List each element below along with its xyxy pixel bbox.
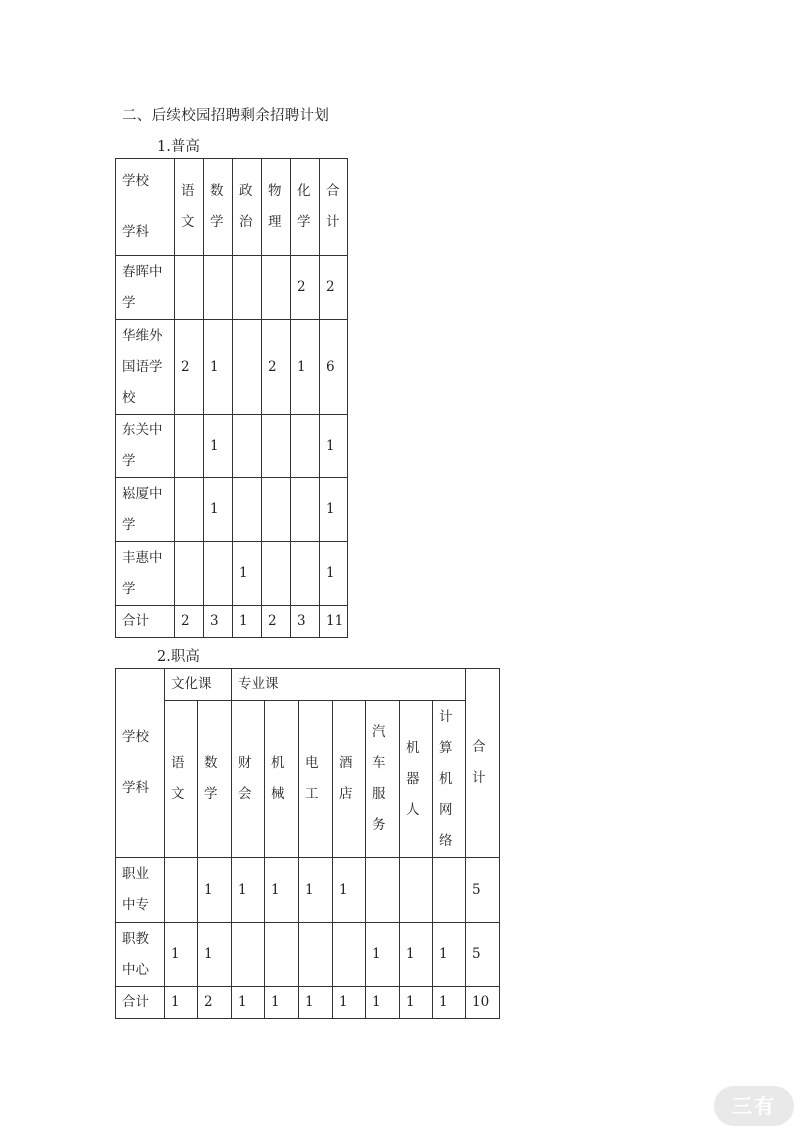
cell: [291, 542, 320, 606]
subject-header: 机械: [265, 701, 299, 858]
cell: [299, 923, 333, 987]
cell: [291, 478, 320, 542]
total-cell: 1: [433, 987, 466, 1019]
recruitment-table-gaozhong: [115, 158, 348, 638]
table-row: [116, 858, 500, 923]
table-row: [116, 256, 348, 320]
total-cell: 2: [262, 606, 291, 638]
table-row: [116, 415, 348, 478]
cell: 1: [299, 858, 333, 923]
subject-header: 数学: [198, 701, 232, 858]
total-cell: 3: [291, 606, 320, 638]
section-heading: 二、后续校园招聘剩余招聘计划: [122, 108, 330, 124]
cell: [400, 858, 433, 923]
total-cell: 1: [366, 987, 400, 1019]
recruitment-table-zhigao: [115, 668, 500, 1019]
header-row: [116, 159, 348, 256]
cell: [204, 256, 233, 320]
cell: [262, 256, 291, 320]
table-row: [116, 923, 500, 987]
corner-top-label: 学校: [122, 173, 149, 189]
school-name: 春晖中学: [116, 256, 175, 320]
total-cell: 2: [198, 987, 232, 1019]
cell: [333, 923, 366, 987]
subject-header: 财会: [232, 701, 265, 858]
cell: [232, 923, 265, 987]
cell: 6: [320, 320, 348, 415]
total-cell: 1: [299, 987, 333, 1019]
cell: 1: [333, 858, 366, 923]
cell: [175, 415, 204, 478]
cell: 1: [198, 858, 232, 923]
subject-header: 政治: [233, 159, 262, 256]
cell: [175, 256, 204, 320]
cell: [175, 478, 204, 542]
subject-header: 语文: [175, 159, 204, 256]
cell: 1: [204, 478, 233, 542]
subject-header: 语文: [165, 701, 198, 858]
corner-bottom-label: 学科: [122, 780, 149, 796]
cell: [262, 478, 291, 542]
cell: 1: [291, 320, 320, 415]
cell: [265, 923, 299, 987]
total-row: [116, 987, 500, 1019]
cell: 1: [320, 542, 348, 606]
subject-header: 化学: [291, 159, 320, 256]
subject-header: 数学: [204, 159, 233, 256]
cell: 1: [400, 923, 433, 987]
total-cell: 1: [232, 987, 265, 1019]
cell: 2: [175, 320, 204, 415]
total-row: [116, 606, 348, 638]
total-cell: 3: [204, 606, 233, 638]
cell: 2: [291, 256, 320, 320]
cell: 5: [466, 923, 500, 987]
table-row: [116, 478, 348, 542]
cell: 2: [320, 256, 348, 320]
subject-header: 电工: [299, 701, 333, 858]
cell: 1: [204, 415, 233, 478]
table-row: [116, 542, 348, 606]
header-group-row: [116, 669, 500, 701]
corner-bottom-label: 学科: [122, 224, 149, 240]
cell: [433, 858, 466, 923]
school-name: 华维外国语学校: [116, 320, 175, 415]
school-name: 职业中专: [116, 858, 165, 923]
corner-header: [116, 159, 175, 256]
school-name: 崧厦中学: [116, 478, 175, 542]
school-name: 职教中心: [116, 923, 165, 987]
total-cell: 2: [175, 606, 204, 638]
cell: [291, 415, 320, 478]
total-header: 合计: [466, 669, 500, 858]
total-label: 合计: [116, 987, 165, 1019]
cell: 1: [204, 320, 233, 415]
cell: 1: [433, 923, 466, 987]
cell: 1: [320, 415, 348, 478]
cell: 1: [198, 923, 232, 987]
total-cell: 10: [466, 987, 500, 1019]
cell: [204, 542, 233, 606]
group-header-culture: 文化课: [165, 669, 232, 701]
subject-header: 酒店: [333, 701, 366, 858]
cell: [366, 858, 400, 923]
subject-header-row: [116, 701, 500, 858]
cell: 1: [232, 858, 265, 923]
cell: 5: [466, 858, 500, 923]
total-cell: 1: [333, 987, 366, 1019]
cell: 1: [233, 542, 262, 606]
total-cell: 1: [165, 987, 198, 1019]
subject-header: 汽车服务: [366, 701, 400, 858]
cell: [233, 256, 262, 320]
subject-header: 计算机网络: [433, 701, 466, 858]
total-cell: 1: [265, 987, 299, 1019]
cell: 2: [262, 320, 291, 415]
school-name: 东关中学: [116, 415, 175, 478]
cell: [233, 320, 262, 415]
subject-header: 机器人: [400, 701, 433, 858]
cell: 1: [265, 858, 299, 923]
cell: [175, 542, 204, 606]
group-header-major: 专业课: [232, 669, 466, 701]
total-label: 合计: [116, 606, 175, 638]
corner-header: [116, 669, 165, 858]
subject-header: 物理: [262, 159, 291, 256]
table-row: [116, 320, 348, 415]
cell: [262, 415, 291, 478]
cell: 1: [366, 923, 400, 987]
cell: [262, 542, 291, 606]
total-cell: 1: [233, 606, 262, 638]
total-cell: 1: [400, 987, 433, 1019]
cell: [165, 858, 198, 923]
total-cell: 11: [320, 606, 348, 638]
subsection-title-zhigao: 2.职高: [157, 649, 200, 665]
watermark-badge: 三有: [714, 1086, 794, 1126]
corner-top-label: 学校: [122, 729, 149, 745]
subject-header: 合计: [320, 159, 348, 256]
cell: 1: [165, 923, 198, 987]
cell: 1: [320, 478, 348, 542]
subsection-title-gaozhong: 1.普高: [157, 139, 200, 155]
cell: [233, 415, 262, 478]
school-name: 丰惠中学: [116, 542, 175, 606]
cell: [233, 478, 262, 542]
